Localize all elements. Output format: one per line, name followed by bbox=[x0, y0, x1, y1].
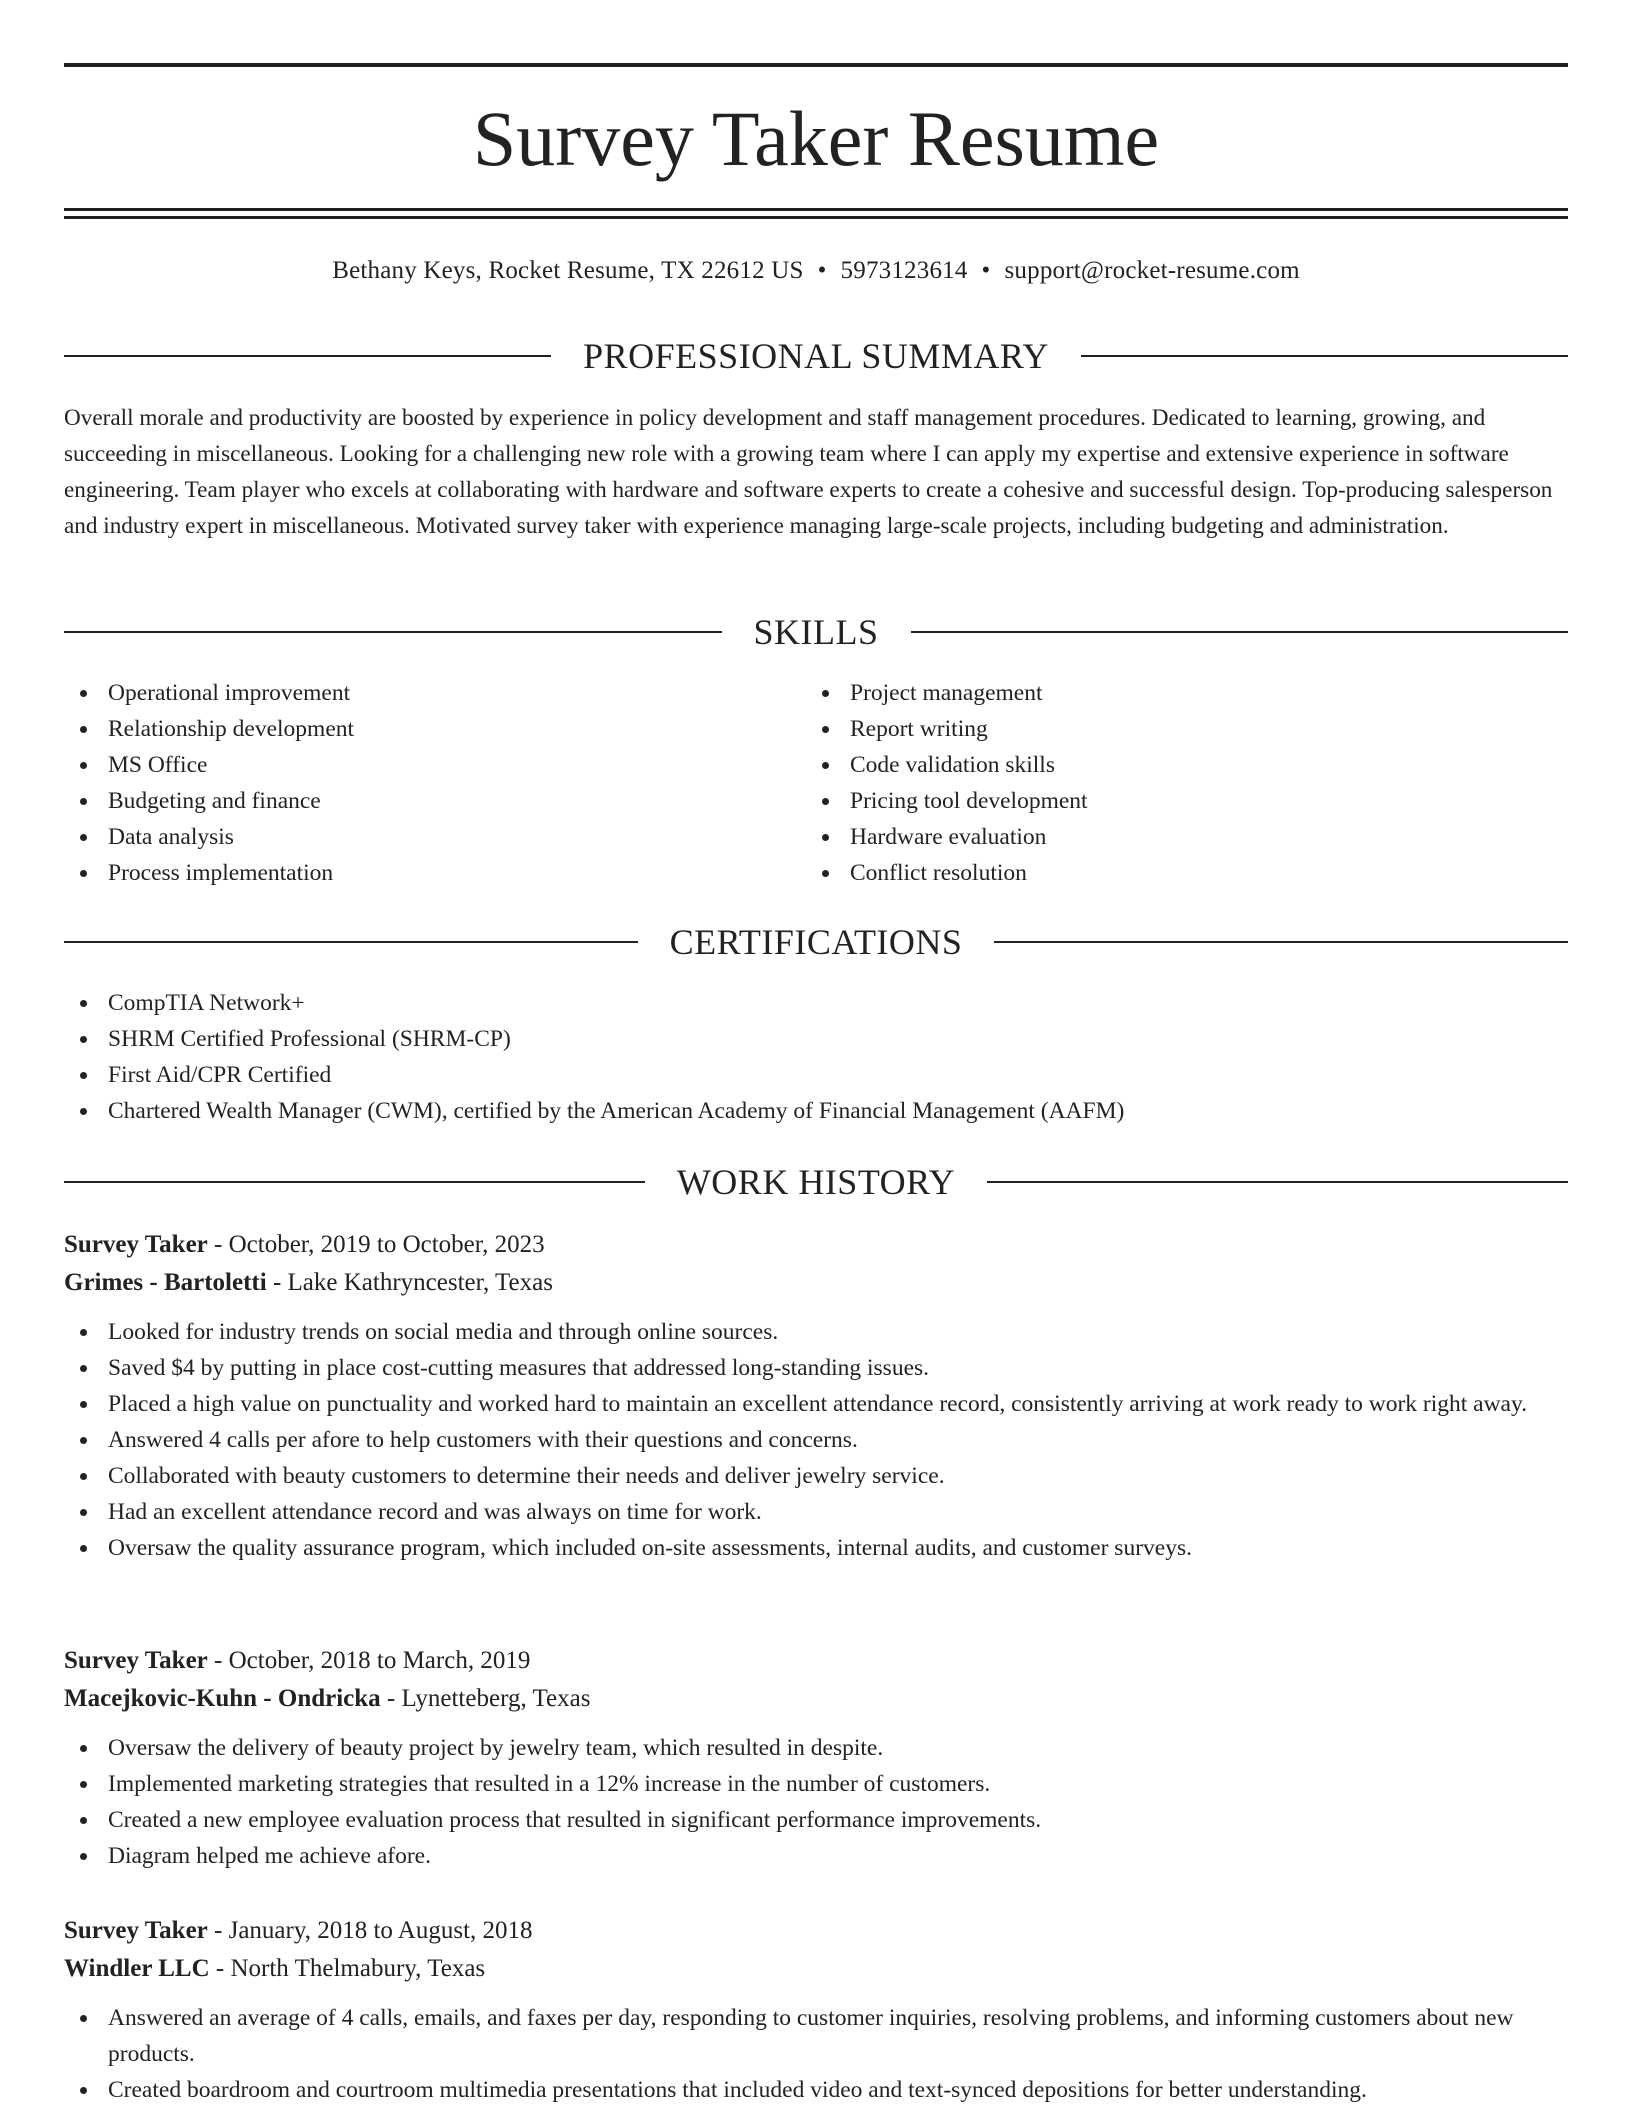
job-entry bbox=[64, 1226, 1568, 1566]
skill-item: Conflict resolution bbox=[806, 855, 1566, 891]
skill-item: Budgeting and finance bbox=[64, 783, 804, 819]
contact-separator: • bbox=[981, 257, 991, 284]
job-role: Survey Taker bbox=[64, 1917, 208, 1944]
title-double-rule bbox=[64, 208, 1568, 219]
job-role-line bbox=[64, 1912, 1568, 1950]
job-location: - Lake Kathryncester, Texas bbox=[266, 1269, 553, 1296]
job-company: Grimes - Bartoletti bbox=[64, 1269, 267, 1296]
job-dates: - October, 2019 to October, 2023 bbox=[207, 1231, 545, 1258]
heading-rule-right bbox=[994, 941, 1568, 943]
job-bullet: Looked for industry trends on social media and through online sources. bbox=[64, 1314, 1568, 1350]
skill-item: Operational improvement bbox=[64, 675, 804, 711]
certification-item: CompTIA Network+ bbox=[64, 985, 1568, 1021]
job-dates: - January, 2018 to August, 2018 bbox=[207, 1917, 533, 1944]
summary-text: Overall morale and productivity are boosted by experience in policy development and staff management procedures. Dedicated to learning, growing, and succeeding in miscellaneous. Looking for a challenging new role with a growing team where I can apply my expertise and extensive experience in software engineering. Team player who excels at collaborating with hardware and software experts to create a cohesive and successful design. Top-producing salesperson and industry expert in miscellaneous. Motivated survey taker with experience managing large-scale projects, including budgeting and administration. bbox=[64, 405, 1553, 539]
job-bullet: Answered 4 calls per afore to help customers with their questions and concerns. bbox=[64, 1422, 1568, 1458]
section-title: PROFESSIONAL SUMMARY bbox=[583, 336, 1049, 376]
job-bullets bbox=[64, 1730, 1568, 1874]
certification-item: Chartered Wealth Manager (CWM), certified by the American Academy of Financial Management (AAFM) bbox=[64, 1093, 1568, 1129]
job-bullet: Placed a high value on punctuality and worked hard to maintain an excellent attendance record, consistently arriving at work ready to work right away. bbox=[64, 1386, 1568, 1422]
heading-rule-left bbox=[64, 355, 551, 357]
resume-title: Survey Taker Resume bbox=[472, 95, 1160, 182]
skill-item: Project management bbox=[806, 675, 1566, 711]
certification-item: First Aid/CPR Certified bbox=[64, 1057, 1568, 1093]
certification-item: SHRM Certified Professional (SHRM-CP) bbox=[64, 1021, 1568, 1057]
heading-rule-left bbox=[64, 1181, 645, 1183]
job-dates: - October, 2018 to March, 2019 bbox=[207, 1647, 531, 1674]
job-bullets bbox=[64, 1314, 1568, 1566]
section-heading-skills bbox=[64, 610, 1568, 654]
job-entry bbox=[64, 1642, 1568, 1874]
job-company-line bbox=[64, 1950, 1568, 1988]
skill-item: Hardware evaluation bbox=[806, 819, 1566, 855]
heading-rule-right bbox=[1081, 355, 1568, 357]
job-bullet: Had an excellent attendance record and was always on time for work. bbox=[64, 1494, 1568, 1530]
section-title: SKILLS bbox=[753, 612, 879, 652]
job-role: Survey Taker bbox=[64, 1231, 208, 1258]
section-heading-summary bbox=[64, 334, 1568, 378]
skill-item: Pricing tool development bbox=[806, 783, 1566, 819]
job-bullet: Oversaw the quality assurance program, which included on-site assessments, internal audits, and customer surveys. bbox=[64, 1530, 1568, 1566]
contact-phone: 5973123614 bbox=[840, 257, 968, 284]
job-company: Windler LLC bbox=[64, 1955, 210, 1982]
skill-item: Report writing bbox=[806, 711, 1566, 747]
contact-email: support@rocket-resume.com bbox=[1004, 257, 1300, 284]
contact-address: Bethany Keys, Rocket Resume, TX 22612 US bbox=[332, 257, 804, 284]
heading-rule-left bbox=[64, 631, 722, 633]
skills-list-right bbox=[806, 675, 1566, 891]
section-heading-certifications bbox=[64, 920, 1568, 964]
job-bullet: Collaborated with beauty customers to determine their needs and deliver jewelry service. bbox=[64, 1458, 1568, 1494]
job-bullet: Diagram helped me achieve afore. bbox=[64, 1838, 1568, 1874]
skills-list-left bbox=[64, 675, 804, 891]
job-company: Macejkovic-Kuhn - Ondricka bbox=[64, 1685, 381, 1712]
contact-separator: • bbox=[817, 257, 827, 284]
top-rule bbox=[64, 63, 1568, 67]
job-bullets bbox=[64, 2000, 1568, 2108]
skill-item: Process implementation bbox=[64, 855, 804, 891]
job-role-line bbox=[64, 1226, 1568, 1264]
job-bullet: Created boardroom and courtroom multimedia presentations that included video and text-synced depositions for better understanding. bbox=[64, 2072, 1568, 2108]
section-title: CERTIFICATIONS bbox=[669, 922, 963, 962]
skill-item: MS Office bbox=[64, 747, 804, 783]
heading-rule-left bbox=[64, 941, 638, 943]
job-bullet: Implemented marketing strategies that resulted in a 12% increase in the number of customers. bbox=[64, 1766, 1568, 1802]
job-location: - North Thelmabury, Texas bbox=[209, 1955, 486, 1982]
heading-rule-right bbox=[987, 1181, 1568, 1183]
contact-line bbox=[64, 254, 1568, 288]
job-role-line bbox=[64, 1642, 1568, 1680]
section-title: WORK HISTORY bbox=[676, 1162, 956, 1202]
certifications-block bbox=[64, 985, 1568, 1129]
heading-rule-right bbox=[911, 631, 1569, 633]
skills-column-left bbox=[64, 675, 804, 891]
section-heading-work bbox=[64, 1160, 1568, 1204]
job-bullet: Created a new employee evaluation process that resulted in significant performance improvements. bbox=[64, 1802, 1568, 1838]
certifications-list bbox=[64, 985, 1568, 1129]
job-bullet: Oversaw the delivery of beauty project by jewelry team, which resulted in despite. bbox=[64, 1730, 1568, 1766]
skill-item: Code validation skills bbox=[806, 747, 1566, 783]
job-location: - Lynetteberg, Texas bbox=[380, 1685, 591, 1712]
job-role: Survey Taker bbox=[64, 1647, 208, 1674]
job-entry bbox=[64, 1912, 1568, 2108]
skill-item: Data analysis bbox=[64, 819, 804, 855]
job-bullet: Saved $4 by putting in place cost-cutting measures that addressed long-standing issues. bbox=[64, 1350, 1568, 1386]
job-bullet: Answered an average of 4 calls, emails, and faxes per day, responding to customer inquiries, resolving problems, and informing customers about new products. bbox=[64, 2000, 1568, 2072]
skills-column-right bbox=[806, 675, 1566, 891]
job-company-line bbox=[64, 1680, 1568, 1718]
skill-item: Relationship development bbox=[64, 711, 804, 747]
job-company-line bbox=[64, 1264, 1568, 1302]
